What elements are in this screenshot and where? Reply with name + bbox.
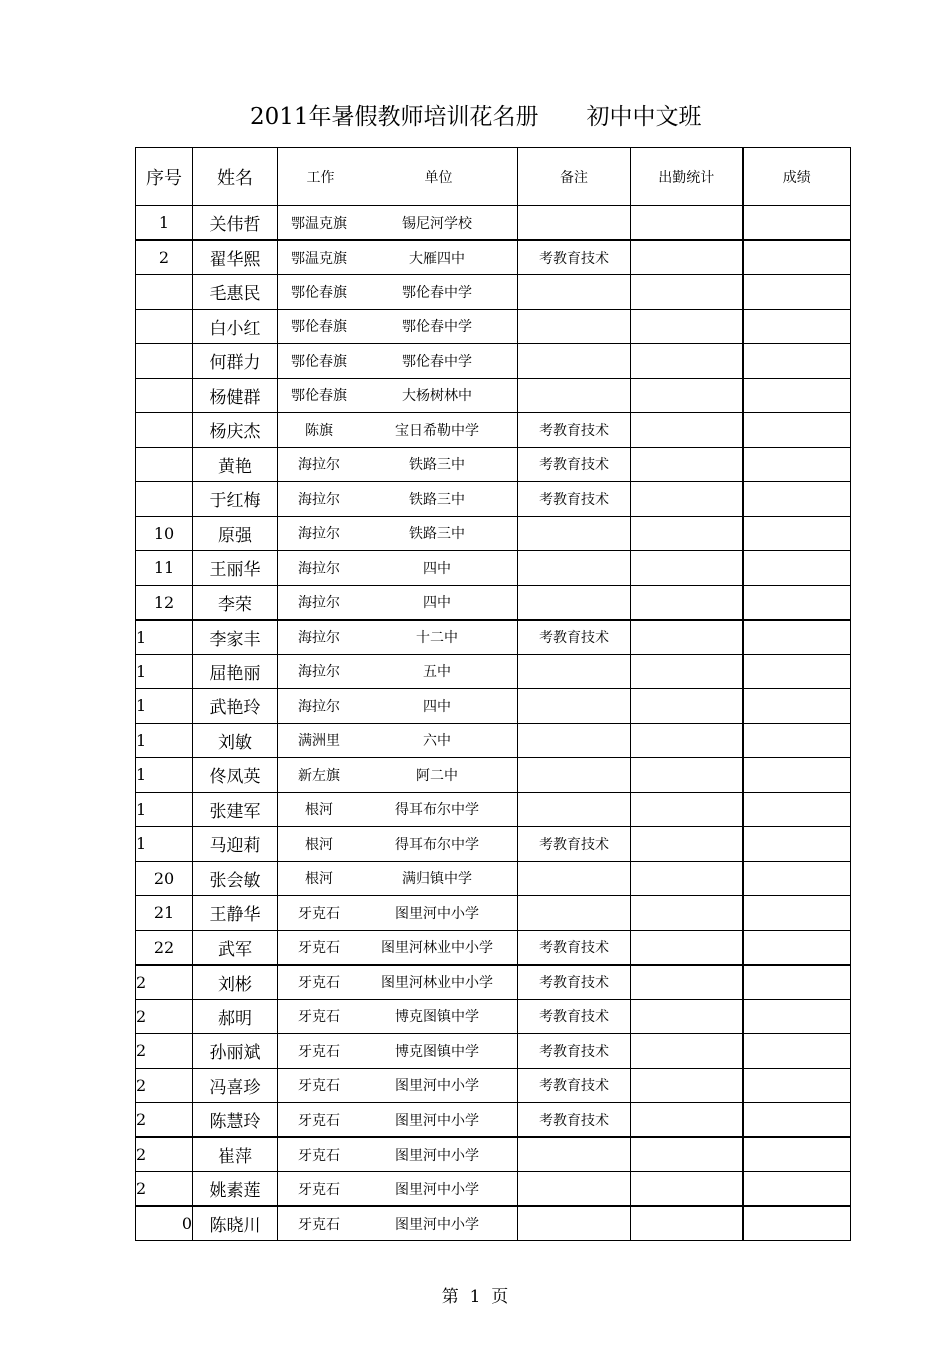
cell-region: 牙克石 [298,1009,340,1026]
cell-unit: 铁路三中 [409,457,465,474]
cell-seq: 1 [136,620,193,655]
cell-work-unit [278,413,518,448]
cell-seq [136,275,193,310]
footer-prefix: 第 [441,1287,459,1307]
cell-note: 考教育技术 [518,1103,631,1138]
roster-table [135,147,851,1241]
cell-score [743,999,851,1034]
cell-unit: 大杨树林中 [402,388,472,405]
cell-note [518,206,631,241]
cell-attendance [631,1068,743,1103]
cell-score [743,689,851,724]
table-row [136,930,851,965]
header-work: 工作 [306,169,335,186]
cell-score [743,240,851,275]
cell-name: 崔萍 [193,1137,278,1172]
cell-attendance [631,792,743,827]
cell-name: 冯喜珍 [193,1068,278,1103]
cell-seq: 21 [136,896,193,931]
cell-unit: 鄂伦春中学 [402,319,472,336]
cell-region: 牙克石 [298,1181,340,1198]
cell-region: 牙克石 [298,1112,340,1129]
header-attendance: 出勤统计 [631,148,743,206]
cell-region: 陈旗 [305,422,333,439]
table-row [136,309,851,344]
cell-name: 姚素莲 [193,1172,278,1207]
cell-name: 毛惠民 [193,275,278,310]
cell-work-unit [278,309,518,344]
cell-name: 李荣 [193,585,278,620]
cell-region: 牙克石 [298,1147,340,1164]
cell-region: 根河 [305,871,333,888]
cell-unit: 得耳布尔中学 [395,802,479,819]
cell-work-unit [278,827,518,862]
cell-region: 鄂伦春旗 [291,388,347,405]
cell-seq: 2 [136,1068,193,1103]
cell-work-unit [278,1206,518,1241]
table-row [136,1034,851,1069]
cell-note: 考教育技术 [518,1068,631,1103]
cell-name: 陈晓川 [193,1206,278,1241]
cell-seq: 1 [136,723,193,758]
cell-work-unit [278,861,518,896]
cell-region: 根河 [305,836,333,853]
cell-note [518,585,631,620]
cell-note: 考教育技术 [518,413,631,448]
header-score: 成绩 [743,148,851,206]
cell-seq [136,378,193,413]
cell-name: 张会敏 [193,861,278,896]
header-note: 备注 [518,148,631,206]
cell-unit: 鄂伦春中学 [402,284,472,301]
cell-unit: 图里河中小学 [395,905,479,922]
cell-region: 满洲里 [298,733,340,750]
cell-attendance [631,1103,743,1138]
cell-score [743,206,851,241]
cell-unit: 十二中 [416,630,458,646]
table-row [136,1172,851,1207]
table-row [136,413,851,448]
cell-note: 考教育技术 [518,620,631,655]
cell-attendance [631,309,743,344]
cell-region: 海拉尔 [298,491,340,508]
cell-score [743,585,851,620]
cell-unit: 鄂伦春中学 [402,353,472,370]
footer-page-number: 1 [469,1287,481,1307]
cell-name: 杨庆杰 [193,413,278,448]
table-row [136,861,851,896]
cell-region: 海拉尔 [298,560,340,577]
cell-unit: 图里河中小学 [395,1112,479,1129]
cell-unit: 锡尼河学校 [402,215,472,232]
cell-note: 考教育技术 [518,999,631,1034]
cell-name: 黄艳 [193,447,278,482]
cell-note [518,861,631,896]
cell-attendance [631,896,743,931]
cell-work-unit [278,482,518,517]
cell-region: 牙克石 [298,905,340,922]
table-row [136,723,851,758]
cell-name: 郝明 [193,999,278,1034]
title-main: 2011年暑假教师培训花名册 [250,104,539,130]
cell-region: 海拉尔 [298,595,340,611]
cell-seq [136,413,193,448]
cell-score [743,792,851,827]
cell-note [518,654,631,689]
cell-seq: 2 [136,965,193,1000]
cell-region: 鄂伦春旗 [291,319,347,336]
cell-score [743,758,851,793]
table-row [136,1137,851,1172]
cell-attendance [631,447,743,482]
cell-score [743,413,851,448]
cell-attendance [631,1172,743,1207]
cell-attendance [631,689,743,724]
cell-seq: 1 [136,654,193,689]
cell-unit: 图里河中小学 [395,1147,479,1164]
cell-score [743,930,851,965]
cell-name: 于红梅 [193,482,278,517]
table-row [136,654,851,689]
cell-work-unit [278,275,518,310]
cell-score [743,861,851,896]
cell-attendance [631,1137,743,1172]
cell-unit: 六中 [423,733,451,750]
header-work-unit [278,148,518,206]
cell-attendance [631,482,743,517]
cell-work-unit [278,1103,518,1138]
cell-work-unit [278,965,518,1000]
cell-note [518,378,631,413]
table-row [136,758,851,793]
cell-unit: 图里河中小学 [395,1181,479,1198]
cell-score [743,447,851,482]
table-header-row [136,148,851,206]
cell-unit: 图里河林业中小学 [381,940,493,956]
cell-seq: 2 [136,1034,193,1069]
cell-note: 考教育技术 [518,930,631,965]
cell-note [518,1137,631,1172]
cell-unit: 阿二中 [416,767,458,784]
cell-score [743,1206,851,1241]
cell-note [518,1172,631,1207]
table-row [136,378,851,413]
cell-region: 新左旗 [298,767,340,784]
page-footer [0,1282,950,1307]
cell-seq: 2 [136,240,193,275]
table-row [136,516,851,551]
cell-attendance [631,1206,743,1241]
cell-unit: 四中 [423,595,451,611]
cell-unit: 得耳布尔中学 [395,836,479,853]
cell-note [518,723,631,758]
cell-score [743,551,851,586]
table-row [136,827,851,862]
header-unit: 单位 [424,169,453,186]
table-row [136,275,851,310]
cell-attendance [631,344,743,379]
cell-name: 杨健群 [193,378,278,413]
cell-region: 海拉尔 [298,630,340,646]
table-row [136,1103,851,1138]
cell-region: 鄂温克旗 [291,215,347,232]
cell-score [743,1172,851,1207]
cell-work-unit [278,654,518,689]
cell-attendance [631,551,743,586]
cell-attendance [631,240,743,275]
cell-unit: 图里河中小学 [395,1078,479,1095]
footer-suffix: 页 [491,1287,509,1307]
cell-seq: 2 [136,1172,193,1207]
cell-name: 翟华熙 [193,240,278,275]
cell-note [518,792,631,827]
cell-region: 牙克石 [298,975,340,991]
cell-score [743,654,851,689]
cell-unit: 铁路三中 [409,526,465,543]
table-row [136,482,851,517]
cell-unit: 四中 [423,560,451,577]
document-title [250,98,702,131]
cell-name: 关伟哲 [193,206,278,241]
table-row [136,585,851,620]
cell-score [743,1103,851,1138]
cell-unit: 大雁四中 [409,250,465,267]
cell-region: 鄂温克旗 [291,250,347,267]
cell-seq: 2 [136,1137,193,1172]
cell-attendance [631,620,743,655]
cell-score [743,965,851,1000]
cell-seq: 22 [136,930,193,965]
cell-note [518,896,631,931]
cell-work-unit [278,723,518,758]
cell-work-unit [278,896,518,931]
table-row [136,999,851,1034]
cell-name: 王丽华 [193,551,278,586]
cell-note: 考教育技术 [518,1034,631,1069]
cell-note [518,344,631,379]
cell-region: 牙克石 [298,940,340,956]
cell-unit: 图里河中小学 [395,1216,479,1233]
table-row [136,447,851,482]
cell-name: 佟凤英 [193,758,278,793]
cell-score [743,344,851,379]
cell-attendance [631,206,743,241]
cell-note [518,275,631,310]
cell-attendance [631,413,743,448]
cell-work-unit [278,1172,518,1207]
cell-seq [136,447,193,482]
cell-name: 武艳玲 [193,689,278,724]
cell-work-unit [278,344,518,379]
cell-note [518,309,631,344]
cell-score [743,482,851,517]
cell-attendance [631,654,743,689]
cell-work-unit [278,516,518,551]
cell-attendance [631,999,743,1034]
cell-note: 考教育技术 [518,447,631,482]
cell-work-unit [278,792,518,827]
cell-seq: 0 [136,1206,193,1241]
cell-score [743,309,851,344]
cell-attendance [631,378,743,413]
cell-name: 张建军 [193,792,278,827]
cell-note [518,551,631,586]
cell-attendance [631,723,743,758]
cell-work-unit [278,1068,518,1103]
cell-seq: 11 [136,551,193,586]
table-row [136,1206,851,1241]
cell-name: 陈慧玲 [193,1103,278,1138]
cell-note [518,516,631,551]
cell-work-unit [278,930,518,965]
cell-note [518,689,631,724]
cell-unit: 博克图镇中学 [395,1009,479,1026]
cell-seq: 1 [136,689,193,724]
cell-note [518,1206,631,1241]
cell-score [743,896,851,931]
cell-note [518,758,631,793]
cell-seq: 20 [136,861,193,896]
cell-seq [136,309,193,344]
cell-seq: 1 [136,758,193,793]
cell-attendance [631,1034,743,1069]
cell-attendance [631,930,743,965]
cell-score [743,378,851,413]
table-row [136,344,851,379]
header-name: 姓名 [193,148,278,206]
cell-seq [136,344,193,379]
cell-work-unit [278,758,518,793]
header-seq: 序号 [136,148,193,206]
cell-name: 白小红 [193,309,278,344]
cell-name: 王静华 [193,896,278,931]
cell-region: 根河 [305,802,333,819]
cell-seq: 1 [136,792,193,827]
cell-note: 考教育技术 [518,482,631,517]
table-row [136,965,851,1000]
cell-region: 鄂伦春旗 [291,353,347,370]
cell-score [743,1137,851,1172]
cell-work-unit [278,585,518,620]
cell-attendance [631,275,743,310]
cell-seq: 1 [136,827,193,862]
cell-region: 海拉尔 [298,457,340,474]
table-row [136,689,851,724]
cell-work-unit [278,206,518,241]
cell-work-unit [278,378,518,413]
cell-seq: 2 [136,1103,193,1138]
cell-seq: 10 [136,516,193,551]
cell-name: 马迎莉 [193,827,278,862]
table-row [136,792,851,827]
cell-name: 孙丽斌 [193,1034,278,1069]
cell-name: 刘敏 [193,723,278,758]
cell-work-unit [278,551,518,586]
cell-score [743,723,851,758]
cell-unit: 满归镇中学 [402,871,472,888]
title-class: 初中中文班 [586,104,702,130]
cell-work-unit [278,1034,518,1069]
cell-note: 考教育技术 [518,827,631,862]
cell-region: 牙克石 [298,1078,340,1095]
cell-seq: 12 [136,585,193,620]
table-row [136,206,851,241]
cell-note: 考教育技术 [518,965,631,1000]
table-row [136,551,851,586]
table-row [136,620,851,655]
cell-seq: 2 [136,999,193,1034]
cell-name: 原强 [193,516,278,551]
cell-seq [136,482,193,517]
cell-score [743,827,851,862]
cell-region: 海拉尔 [298,664,340,681]
cell-unit: 四中 [423,698,451,715]
cell-unit: 博克图镇中学 [395,1043,479,1060]
cell-score [743,620,851,655]
cell-work-unit [278,689,518,724]
cell-unit: 宝日希勒中学 [395,422,479,439]
cell-note: 考教育技术 [518,240,631,275]
cell-score [743,1034,851,1069]
cell-score [743,516,851,551]
cell-region: 牙克石 [298,1043,340,1060]
table-row [136,1068,851,1103]
cell-name: 武军 [193,930,278,965]
cell-work-unit [278,240,518,275]
cell-unit: 五中 [423,664,451,681]
cell-work-unit [278,620,518,655]
cell-score [743,275,851,310]
cell-seq: 1 [136,206,193,241]
cell-region: 海拉尔 [298,526,340,543]
table-row [136,240,851,275]
cell-attendance [631,965,743,1000]
cell-attendance [631,516,743,551]
cell-attendance [631,585,743,620]
cell-region: 牙克石 [298,1216,340,1233]
cell-region: 鄂伦春旗 [291,284,347,301]
cell-work-unit [278,447,518,482]
cell-attendance [631,758,743,793]
cell-name: 屈艳丽 [193,654,278,689]
cell-work-unit [278,1137,518,1172]
table-row [136,896,851,931]
cell-attendance [631,861,743,896]
cell-work-unit [278,999,518,1034]
cell-score [743,1068,851,1103]
cell-name: 李家丰 [193,620,278,655]
cell-name: 何群力 [193,344,278,379]
cell-attendance [631,827,743,862]
cell-unit: 图里河林业中小学 [381,975,493,991]
cell-unit: 铁路三中 [409,491,465,508]
cell-name: 刘彬 [193,965,278,1000]
cell-region: 海拉尔 [298,698,340,715]
